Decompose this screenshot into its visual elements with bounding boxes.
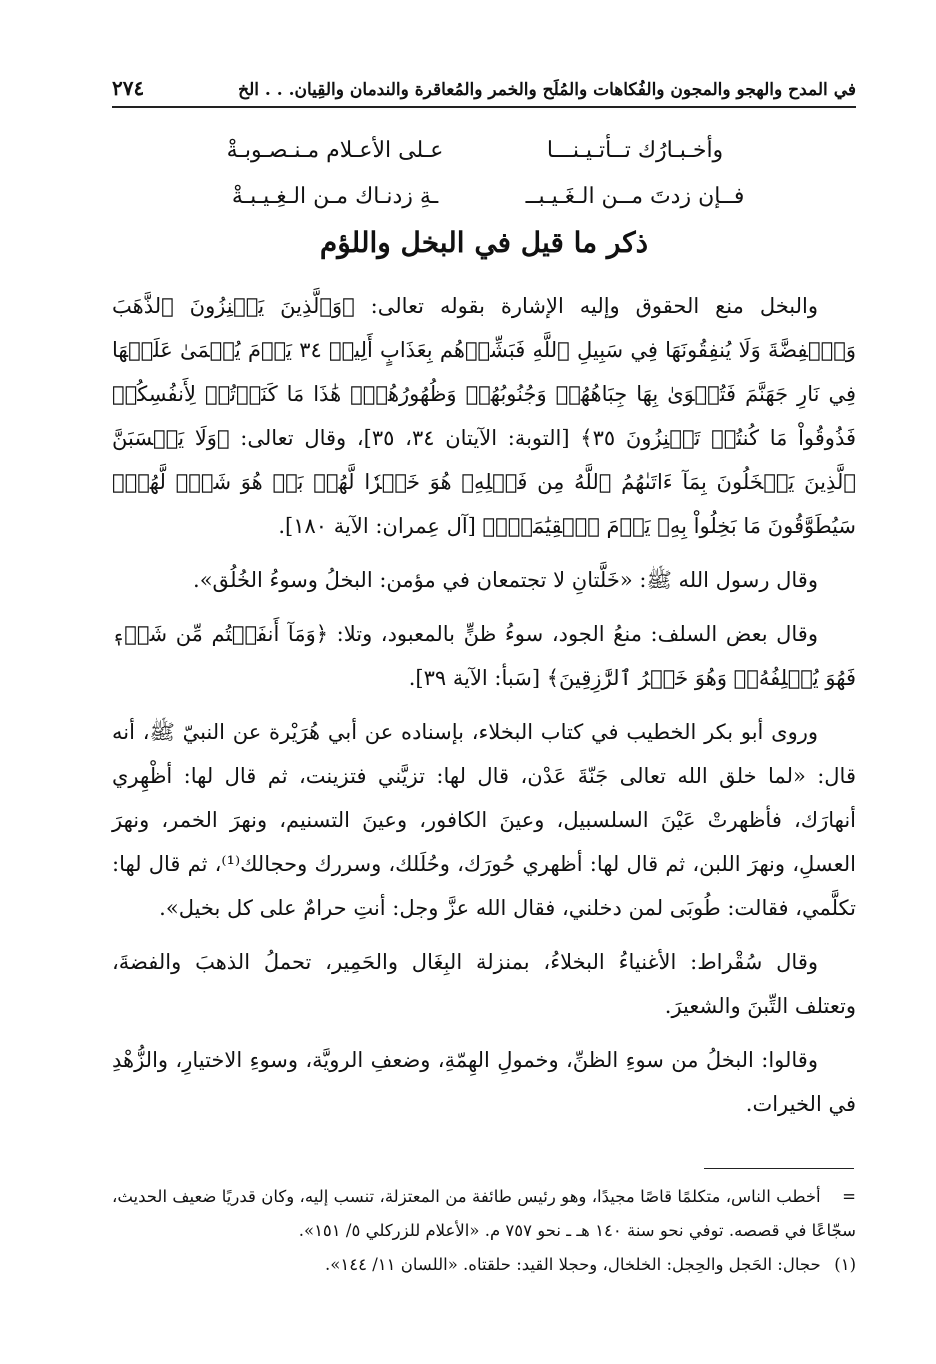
footnote-text: حجال: الحَجل والحِجل: الخلخال، وحجلا القيد: حلقتاه. «اللسان ١١/ ١٤٤». [325, 1255, 821, 1274]
poem-hemistich-right: فــإن زدتَ مــن الـغَـيـبــ [525, 184, 745, 209]
body-text [112, 284, 856, 1136]
footnotes [112, 1180, 856, 1282]
footnote-divider [704, 1168, 854, 1169]
poem-hemistich-right: وأخـبـارُك تــأتـيـنـــا [546, 138, 724, 163]
poem-line [205, 174, 765, 220]
footnote-text: أخطب الناس، متكلمًا قاصًا مجيدًا، وهو رئيس طائفة من المعتزلة، تنسب إليه، وكان قدريًا ضعيف الحديث، سجّاعًا في قصصه. توفي نحو سنة ١٤٠ هـ ـ نحو ٧٥٧ م. «الأعلام للزركلي ٥/ ١٥١». [112, 1187, 856, 1240]
paragraph: وقال بعض السلف: منعُ الجود، سوءُ ظنٍّ بالمعبود، وتلا: ﴿وَمَآ أَنفَقۡتُم مِّن شَيۡءٖ فَهُوَ يُخۡلِفُهُۥۖ وَهُوَ خَيۡرُ ٱلرَّٰزِقِينَ﴾ [سَبأ: الآية ٣٩]. [112, 622, 856, 690]
poem-hemistich-left: عـلى الأعـلام مـنـصـوبـةْ [226, 138, 444, 163]
page-number: ٢٧٤ [112, 76, 145, 100]
poem-line [205, 128, 765, 174]
footnote-marker: = [842, 1187, 856, 1206]
page-header [112, 72, 856, 108]
paragraph: وقال سُقْراط: الأغنياءُ البخلاءُ، بمنزلة البِغَال والحَمِير، تحملُ الذهبَ والفضةَ، وتعتلف التِّبنَ والشعيرَ. [112, 950, 856, 1018]
footnote [112, 1248, 856, 1282]
footnote [112, 1180, 856, 1248]
paragraph: وقالوا: البخلُ من سوءِ الظنِّ، وخمولِ الهِمّةِ، وضعفِ الرويَّة، وسوءِ الاختيارِ، والزُّهْدِ في الخيرات. [112, 1048, 856, 1116]
running-title: في المدح والهجو والمجون والفُكاهات والمُلَح والخمر والمُعاقرة والندمان والقِيان. . . الخ [238, 80, 856, 100]
poem-hemistich-left: ـةِ زدنـاك مـن الـغِـيـبـةْ [231, 184, 439, 209]
paragraph: والبخل منع الحقوق وإليه الإشارة بقوله تعالى: ﴿وَٱلَّذِينَ يَكۡنِزُونَ ٱلذَّهَبَ وَٱلۡفِضَّةَ وَلَا يُنفِقُونَهَا فِي سَبِيلِ ٱللَّهِ فَبَشِّرۡهُم بِعَذَابٍ أَلِيمٖ ٣٤ يَوۡمَ يُحۡمَىٰ عَلَيۡهَا فِي نَارِ جَهَنَّمَ فَتُكۡوَىٰ بِهَا جِبَاهُهُمۡ وَجُنُوبُهُمۡ وَظُهُورُهُمۡۖ هَٰذَا مَا كَنَزۡتُمۡ لِأَنفُسِكُمۡ فَذُوقُواْ مَا كُنتُمۡ تَكۡنِزُونَ ٣٥﴾ [التوبة: الآيتان ٣٤، ٣٥]، وقال تعالى: ﴿وَلَا يَحۡسَبَنَّ ٱلَّذِينَ يَبۡخَلُونَ بِمَآ ءَاتَىٰهُمُ ٱللَّهُ مِن فَضۡلِهِۦ هُوَ خَيۡرٗا لَّهُمۖ بَلۡ هُوَ شَرّٞ لَّهُمۡۖ سَيُطَوَّقُونَ مَا بَخِلُواْ بِهِۦ يَوۡمَ ٱلۡقِيَٰمَةِۗ﴾ [آل عِمران: الآية ١٨٠]. [112, 294, 857, 538]
footnote-marker: (١) [834, 1255, 856, 1274]
paragraph: وقال رسول الله ﷺ: «خَلَّتانِ لا تجتمعان في مؤمن: البخلُ وسوءُ الخُلُق». [193, 568, 818, 592]
section-title: ذكر ما قيل في البخل واللؤم [319, 226, 649, 259]
paragraph: وروى أبو بكر الخطيب في كتاب البخلاء، بإسناده عن أبي هُرَيْرة عن النبيّ ﷺ، أنه قال: «لما خلق الله تعالى جَنّةَ عَدْن، قال لها: تزيَّني فتزينت، ثم قال لها: أظْهِري أنهارَك، فأظهرتْ عَيْنَ السلسبيل، وعينَ الكافور، وعينَ التسنيم، ونهرَ الخمر، ونهرَ العسلِ، ونهرَ اللبن، ثم قال لها: أظهري حُورَك، وحُلَلك، وسررك وحجالك⁽¹⁾، ثم قال لها: تكلَّمي، فقالت: طُوبَى لمن دخلني، فقال الله عزَّ وجل: أنتِ حرامٌ على كل بخيل». [112, 720, 856, 920]
poem-block [205, 128, 765, 220]
